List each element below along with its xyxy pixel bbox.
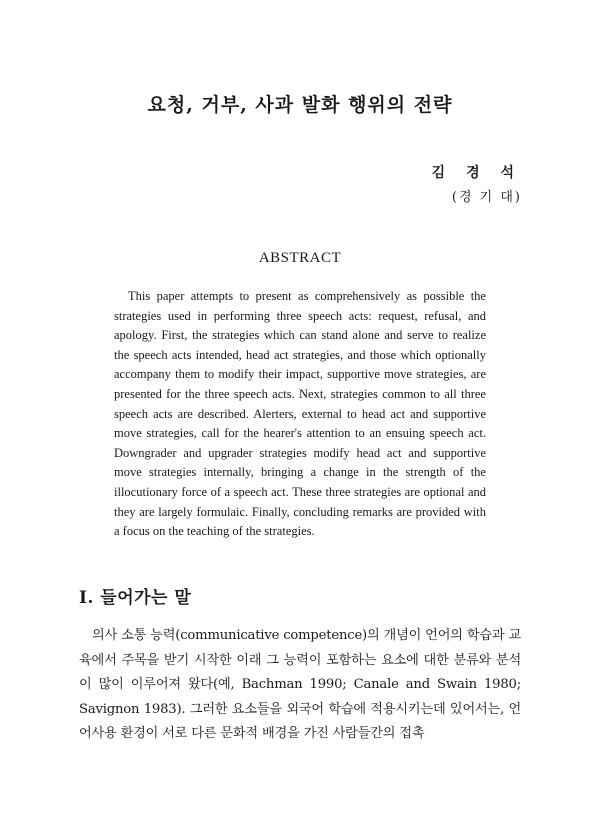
section-body — [79, 624, 521, 747]
author-name: 김 경 석 — [431, 165, 522, 181]
paper-title: 요청, 거부, 사과 발화 행위의 전략 — [147, 94, 453, 116]
author-affiliation: (경 기 대) — [451, 190, 522, 205]
abstract-body — [114, 287, 486, 542]
abstract-heading: ABSTRACT — [258, 250, 342, 266]
section-heading: I. 들어가는 말 — [79, 588, 192, 608]
body-paragraph: 의사 소통 능력(communicative competence)의 개념이 언어의 학습과 교육에서 주목을 받기 시작한 이래 그 능력이 포함하는 요소에 대한 분류와 분석이 많이 이루어져 왔다(예, Bachman 1990; Canale and Swain 1980; Savignon 1983). 그러한 요소들을 외국어 학습에 적용시키는데 있어서는, 언어사용 환경이 서로 다른 문화적 배경을 가진 사람들간의 접촉 — [79, 628, 521, 741]
abstract-paragraph: This paper attempts to present as comprehensively as possible the strategies used in performing three speech acts: request, refusal, and apology. First, the strategies which can stand alone and serve to realize the speech acts intended, head act strategies, and those which optionally accompany them to modify their impact, supportive move strategies, are presented for the three speech acts. Next, strategies common to all three speech acts are described. Alerters, external to head act and supportive move strategies, call for the hearer's attention to an ensuing speech act. Downgrader and upgrader strategies modify head act and supportive move strategies internally, bringing a change in the strength of the illocutionary force of a speech act. These three strategies are optional and they are largely formulaic. Finally, concluding remarks are provided with a focus on the teaching of the strategies. — [114, 289, 486, 539]
